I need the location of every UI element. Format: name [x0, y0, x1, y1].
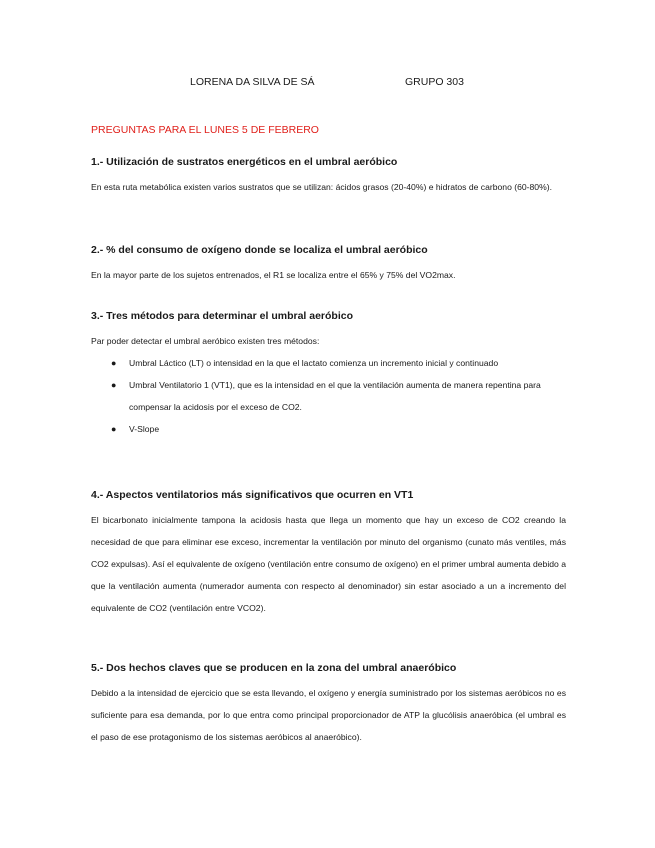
document-title: PREGUNTAS PARA EL LUNES 5 DE FEBRERO: [91, 124, 319, 136]
methods-list: [91, 352, 566, 440]
section-3: [91, 308, 566, 440]
section-4: [91, 487, 566, 619]
section-1-body: En esta ruta metabólica existen varios sustratos que se utilizan: ácidos grasos (20-40%) e hidratos de carbono (60-80%).: [91, 182, 552, 192]
list-item-text: Umbral Ventilatorio 1 (VT1), que es la intensidad en el que la ventilación aumenta de manera repentina para compensar la acidosis por el exceso de CO2.: [129, 380, 541, 412]
section-5: [91, 660, 566, 748]
section-2: [91, 242, 566, 286]
list-item-text: Umbral Láctico (LT) o intensidad en la que el lactato comienza un incremento inicial y continuado: [129, 358, 499, 368]
section-2-heading: 2.- % del consumo de oxígeno donde se localiza el umbral aeróbico: [91, 244, 428, 256]
bullet-icon: ●: [111, 380, 117, 390]
section-1-heading: 1.- Utilización de sustratos energéticos en el umbral aeróbico: [91, 156, 398, 168]
list-item: [91, 352, 566, 374]
list-item-text: V-Slope: [129, 424, 160, 434]
list-item: [91, 418, 566, 440]
bullet-icon: ●: [111, 424, 117, 434]
section-4-body: El bicarbonato inicialmente tampona la acidosis hasta que llega un momento que hay un exceso de CO2 creando la necesidad de que para eliminar ese exceso, incrementar la ventilación por minuto del organismo (cunato más ventiles, más CO2 expulsas). Así el equivalente de oxígeno (ventilación entre consumo de oxígeno) en el primer umbral aumenta debido a que la ventilación aumenta (numerador aumenta con respecto al denominador) sin estar asociado a un a incremento del equivalente de CO2 (ventilación entre VCO2).: [91, 515, 566, 613]
section-3-heading: 3.- Tres métodos para determinar el umbral aeróbico: [91, 310, 354, 322]
section-1: [91, 154, 566, 198]
list-item: [91, 374, 566, 418]
section-5-heading: 5.- Dos hechos claves que se producen en la zona del umbral anaeróbico: [91, 662, 457, 674]
bullet-icon: ●: [111, 358, 117, 368]
group-label: GRUPO 303: [405, 76, 464, 88]
section-4-heading: 4.- Aspectos ventilatorios más significativos que ocurren en VT1: [91, 489, 414, 501]
student-name: LORENA DA SILVA DE SÁ: [190, 76, 315, 88]
document-header: [0, 76, 655, 92]
section-3-body: Par poder detectar el umbral aeróbico existen tres métodos:: [91, 336, 320, 346]
section-2-body: En la mayor parte de los sujetos entrenados, el R1 se localiza entre el 65% y 75% del VO2max.: [91, 270, 456, 280]
section-5-body: Debido a la intensidad de ejercicio que se esta llevando, el oxígeno y energía suministrado por los sistemas aeróbicos no es suficiente para esa demanda, por lo que entra como principal proporcionador de ATP la glucólisis anaeróbica (el umbral es el paso de ese protagonismo de los sistemas aeróbicos al anaeróbico).: [91, 688, 566, 742]
